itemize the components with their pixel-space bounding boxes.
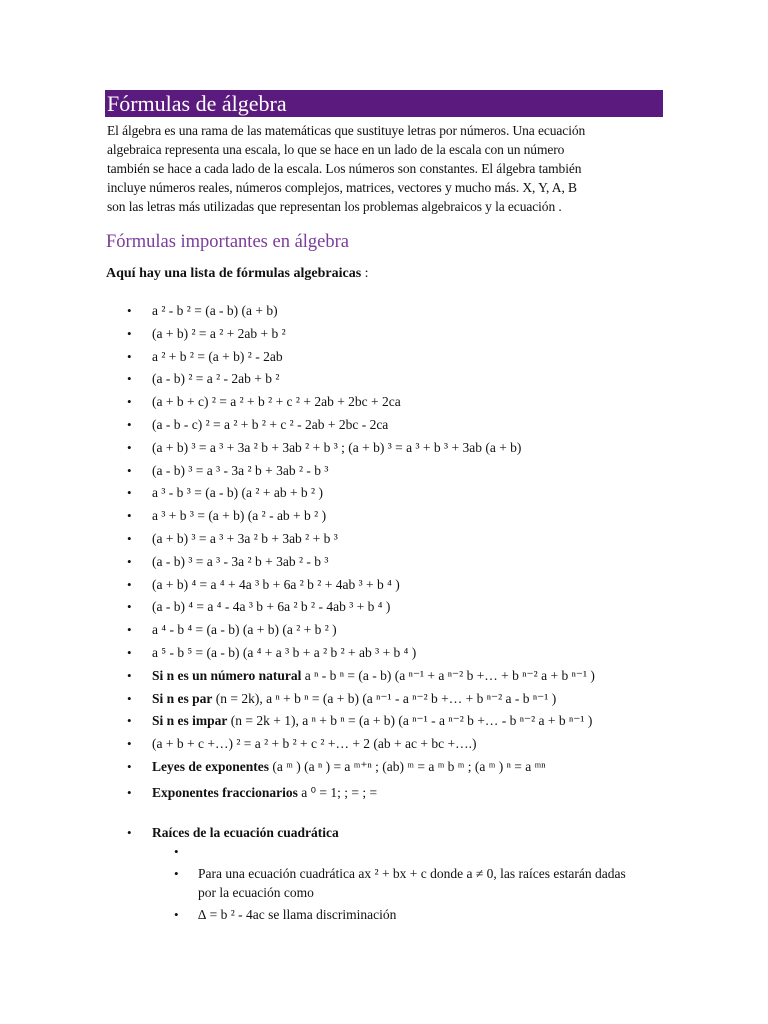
- title-banner: [105, 90, 663, 117]
- formula-text: a ⁿ - b ⁿ = (a - b) (a ⁿ⁻¹ + a ⁿ⁻² b +… + b ⁿ⁻² a + b ⁿ⁻¹ ): [301, 667, 595, 683]
- formula-item: • (a + b + c) ² = a ² + b ² + c ² + 2ab + 2bc + 2ca: [0, 391, 768, 414]
- formula-text: (n = 2k + 1), a ⁿ + b ⁿ = (a + b) (a ⁿ⁻¹ - a ⁿ⁻² b +… - b ⁿ⁻² a + b ⁿ⁻¹ ): [227, 713, 593, 729]
- list-intro: [106, 266, 369, 282]
- formula-list: [0, 300, 768, 844]
- intro-line: El álgebra es una rama de las matemáticas que sustituye letras por números. Una ecuación: [107, 123, 586, 138]
- formula-item: • (a - b - c) ² = a ² + b ² + c ² - 2ab + 2bc - 2ca: [0, 414, 768, 437]
- list-intro-bold: Aquí hay una lista de fórmulas algebraicas: [106, 266, 362, 281]
- formula-item: • (a + b) ³ = a ³ + 3a ² b + 3ab ² + b ³: [0, 528, 768, 551]
- roots-item: • ∆ = b ² - 4ac se llama discriminación: [0, 905, 638, 924]
- formula-item: • (a - b) ³ = a ³ - 3a ² b + 3ab ² - b ³: [0, 551, 768, 574]
- intro-line: incluye números reales, números complejos, matrices, vectores y mucho más. X, Y, A, B: [107, 180, 577, 195]
- formula-item: • a ⁵ - b ⁵ = (a - b) (a ⁴ + a ³ b + a ² b ² + ab ³ + b ⁴ ): [0, 642, 768, 665]
- formula-item-natural: [0, 665, 768, 688]
- roots-sublist: [0, 842, 768, 927]
- formula-label: Si n es par: [152, 690, 213, 706]
- page-title: Fórmulas de álgebra: [107, 91, 287, 116]
- formula-item-even: [0, 688, 768, 711]
- formula-item: • (a - b) ⁴ = a ⁴ - 4a ³ b + 6a ² b ² - 4ab ³ + b ⁴ ): [0, 596, 768, 619]
- formula-item: • (a + b) ⁴ = a ⁴ + 4a ³ b + 6a ² b ² + 4ab ³ + b ⁴ ): [0, 574, 768, 597]
- formula-item: • a ⁴ - b ⁴ = (a - b) (a + b) (a ² + b ² ): [0, 619, 768, 642]
- formula-item-odd: [0, 710, 768, 733]
- formula-text: (a + b + c +…) ² = a ² + b ² + c ² +… + 2 (ab + ac + bc +….): [152, 736, 477, 752]
- formula-item: • (a - b) ³ = a ³ - 3a ² b + 3ab ² - b ³: [0, 460, 768, 483]
- roots-item-empty: [0, 842, 638, 861]
- roots-heading: Raíces de la ecuación cuadrática: [152, 824, 339, 840]
- formula-label: Si n es impar: [152, 713, 228, 729]
- formula-text: (n = 2k), a ⁿ + b ⁿ = (a + b) (a ⁿ⁻¹ - a ⁿ⁻² b +… + b ⁿ⁻² a - b ⁿ⁻¹ ): [212, 690, 557, 706]
- section-heading: Fórmulas importantes en álgebra: [106, 232, 350, 252]
- formula-item: [0, 733, 768, 756]
- formula-item: • a ³ - b ³ = (a - b) (a ² + ab + b ² ): [0, 482, 768, 505]
- formula-text: a ⁰ = 1; ; = ; =: [297, 784, 378, 800]
- intro-line: algebraica representa una escala, lo que se hace en un lado de la escala con un número: [107, 142, 565, 157]
- formula-label: Si n es un número natural: [152, 667, 302, 683]
- formula-label: Leyes de exponentes: [152, 758, 269, 774]
- formula-item: • (a + b) ³ = a ³ + 3a ² b + 3ab ² + b ³ ; (a + b) ³ = a ³ + b ³ + 3ab (a + b): [0, 437, 768, 460]
- list-intro-tail: :: [361, 266, 369, 281]
- formula-item: • a ³ + b ³ = (a + b) (a ² - ab + b ² ): [0, 505, 768, 528]
- intro-line: también se hace a cada lado de la escala. Los números son constantes. El álgebra también: [107, 161, 582, 176]
- formula-item-exponent-laws: [0, 756, 768, 779]
- formula-text: (a ᵐ ) (a ⁿ ) = a ᵐ⁺ⁿ ; (ab) ᵐ = a ᵐ b ᵐ ; (a ᵐ ) ⁿ = a ᵐⁿ: [269, 758, 546, 774]
- roots-heading-item: [0, 822, 768, 845]
- formula-item: • (a + b) ² = a ² + 2ab + b ²: [0, 323, 768, 346]
- intro-paragraph: [107, 121, 667, 216]
- formula-item: • a ² + b ² = (a + b) ² - 2ab: [0, 346, 768, 369]
- formula-item-fractional-exponents: [0, 782, 768, 805]
- formula-label: Exponentes fraccionarios: [152, 784, 298, 800]
- intro-line: son las letras más utilizadas que representan los problemas algebraicos y la ecuación .: [107, 199, 562, 214]
- roots-item: • Para una ecuación cuadrática ax ² + bx + c donde a ≠ 0, las raíces estarán dadas por la ecuación como: [0, 864, 638, 902]
- formula-item: • (a - b) ² = a ² - 2ab + b ²: [0, 368, 768, 391]
- formula-item: • a ² - b ² = (a - b) (a + b): [0, 300, 768, 323]
